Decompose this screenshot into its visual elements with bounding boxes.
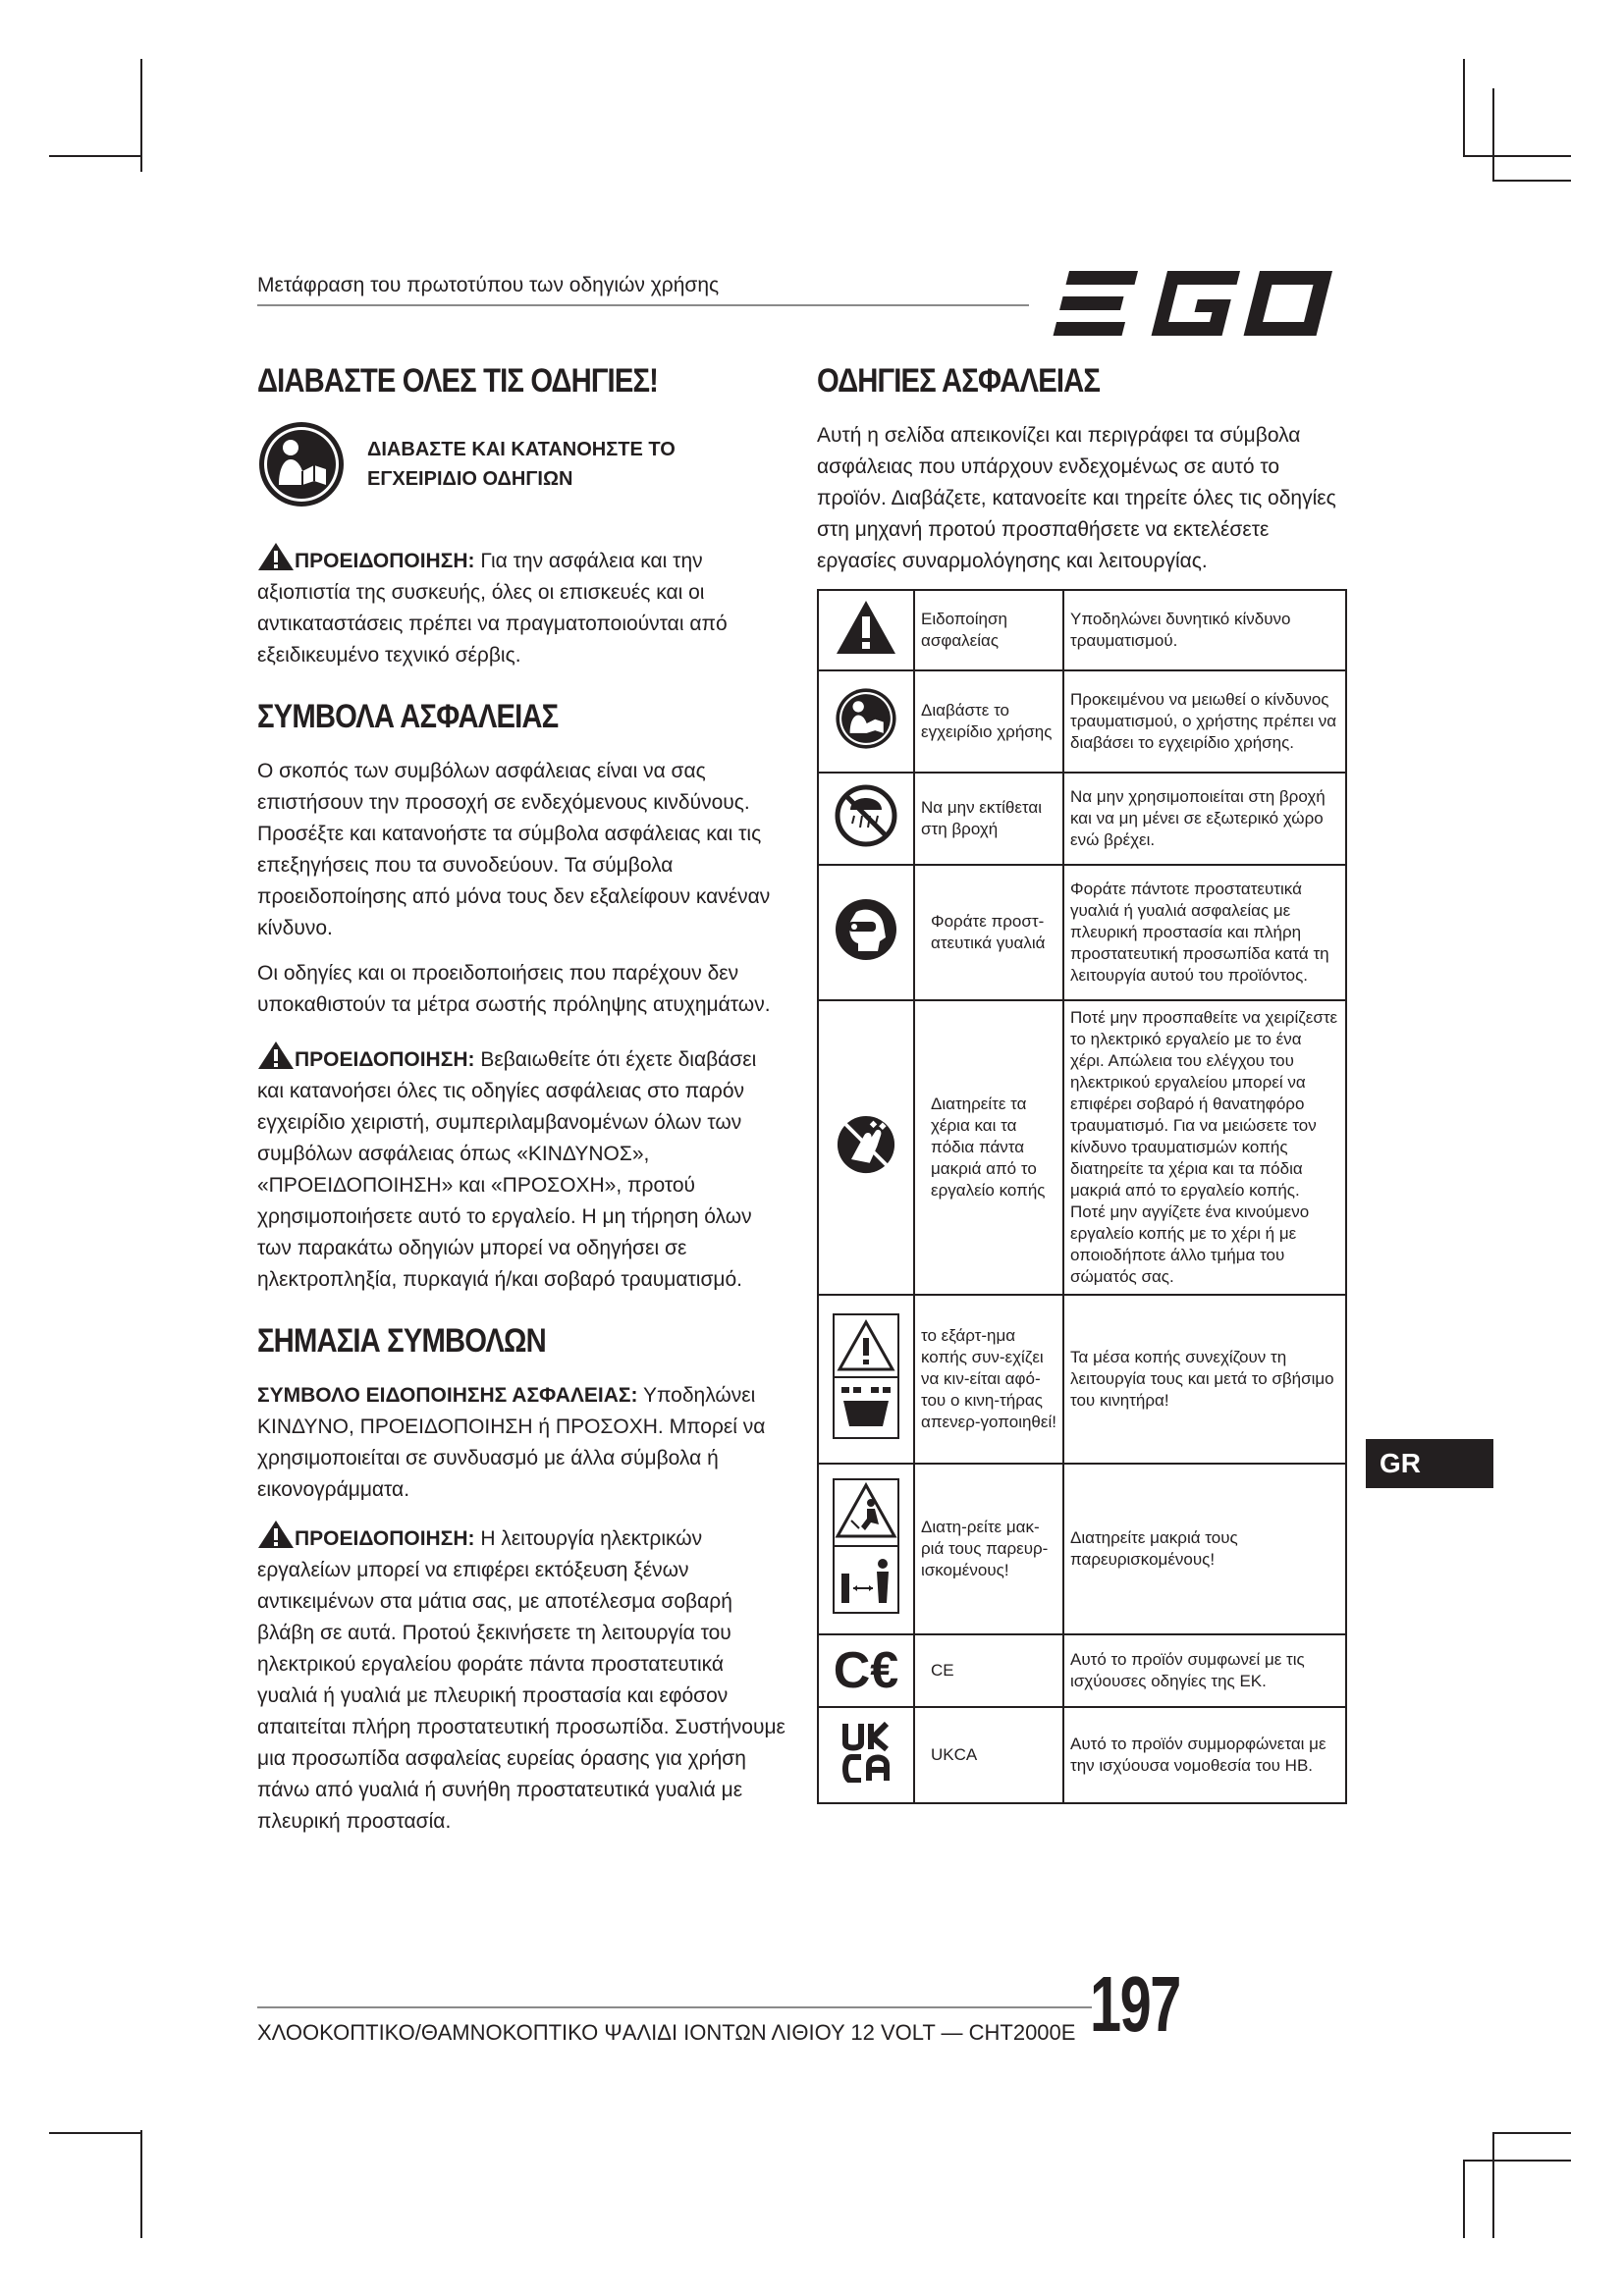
- crop-mark: [1492, 180, 1571, 182]
- symbol-icon-cell: [818, 773, 914, 865]
- page-number: 197: [1090, 1960, 1180, 2048]
- symbol-name: Να μην εκτίθεται στη βροχή: [914, 773, 1063, 865]
- ce-mark-icon: C€: [818, 1634, 914, 1707]
- crop-mark: [1463, 2160, 1571, 2162]
- symbol-icon-cell: [818, 1295, 914, 1464]
- read-manual-line2: ΕΓΧΕΙΡΙΔΙΟ ΟΔΗΓΙΩΝ: [367, 468, 573, 490]
- keep-bystanders-away-icon: [832, 1477, 900, 1615]
- crop-mark: [1492, 2132, 1571, 2134]
- symbol-icon-cell: [818, 1707, 914, 1803]
- symbol-description: Διατηρείτε μακριά τους παρευρισκομένους!: [1063, 1464, 1346, 1634]
- table-row: [818, 1707, 1346, 1803]
- symbol-icon-cell: [818, 1464, 914, 1634]
- symbol-description: Αυτό το προϊόν συμμορφώνεται με την ισχύουσα νομοθεσία του ΗΒ.: [1063, 1707, 1346, 1803]
- safety-intro-paragraph: Αυτή η σελίδα απεικονίζει και περιγράφει τα σύμβολα ασφάλειας που υπάρχουν ενδεχομένως σε αυτό το προϊόν. Διαβάζετε, κατανοείτε και τηρείτε όλες τις οδηγίες στη μηχανή προτού προσπαθήσετε να εκτελέσετε εργασίες συναρμολόγησης και λειτουργίας.: [817, 424, 1336, 572]
- warning-text: Η λειτουργία ηλεκτρικών εργαλείων μπορεί να επιφέρει εκτόξευση ξένων αντικειμένων στα μάτια σας, με αποτέλεσμα σοβαρή βλάβη σε αυτά. Προτού ξεκινήσετε τη λειτουργία του ηλεκτρικού εργαλείου φοράτε πάντα προστατευτικά γυαλιά ή γυαλιά με πλευρική προστασία και εφόσον απαιτείται πλήρη προστατευτική προσωπίδα. Συστήνουμε μια προσωπίδα ασφαλείας ευρείας όρασης για χρήση πάνω από γυαλιά ή συνήθη προστατευτικά γυαλιά με πλευρική προστασία.: [257, 1527, 785, 1833]
- table-row: [818, 1295, 1346, 1464]
- symbol-table: [817, 589, 1347, 1804]
- crop-mark: [1463, 59, 1465, 157]
- symbol-name: Διατηρείτε τα χέρια και τα πόδια πάντα μακριά από το εργαλείο κοπής: [914, 1000, 1063, 1295]
- read-manual-box: [257, 420, 787, 508]
- no-rain-icon: [835, 784, 897, 847]
- header-subtitle: Μετάφραση του πρωτοτύπου των οδηγιών χρήσης: [257, 274, 720, 296]
- alert-symbol-paragraph: [257, 1380, 787, 1506]
- warning-label: ΠΡΟΕΙΔΟΠΟΙΗΣΗ:: [295, 550, 475, 572]
- alert-symbol-label: ΣΥΜΒΟΛΟ ΕΙΔΟΠΟΙΗΣΗΣ ΑΣΦΑΛΕΙΑΣ:: [257, 1384, 638, 1407]
- crop-mark: [1492, 2132, 1494, 2238]
- symbol-description: Αυτό το προϊόν συμφωνεί με τις ισχύουσες οδηγίες της ΕΚ.: [1063, 1634, 1346, 1707]
- symbol-name: CE: [914, 1634, 1063, 1707]
- warning-label: ΠΡΟΕΙΔΟΠΟΙΗΣΗ:: [295, 1527, 475, 1550]
- section-title-safety-symbols: ΣΥΜΒΟΛΑ ΑΣΦΑΛΕΙΑΣ: [257, 698, 559, 735]
- symbol-name: Διαβάστε το εγχειρίδιο χρήσης: [914, 670, 1063, 773]
- blade-coasting-icon: [832, 1312, 900, 1440]
- symbol-name: Ειδοποίηση ασφαλείας: [914, 590, 1063, 670]
- symbol-description: Τα μέσα κοπής συνεχίζουν τη λειτουργία τους και μετά το σβήσιμο του κινητήρα!: [1063, 1295, 1346, 1464]
- alert-symbol-text: Υποδηλώνει ΚΙΝΔΥΝΟ, ΠΡΟΕΙΔΟΠΟΙΗΣΗ ή ΠΡΟΣΟΧΗ. Μπορεί να χρησιμοποιείται σε συνδυασμό με άλλα σύμβολα ή εικονογράμματα.: [257, 1384, 766, 1501]
- symbol-icon-cell: [818, 590, 914, 670]
- table-row: [818, 865, 1346, 1000]
- table-row: [818, 1634, 1346, 1707]
- read-manual-icon: [257, 420, 346, 508]
- header-rule: [257, 304, 1029, 306]
- warning-triangle-icon: [257, 542, 295, 571]
- warning-paragraph-3: [257, 1520, 787, 1838]
- symbol-description: Υποδηλώνει δυνητικό κίνδυνο τραυματισμού.: [1063, 590, 1346, 670]
- section-title-symbol-meaning: ΣΗΜΑΣΙΑ ΣΥΜΒΟΛΩΝ: [257, 1322, 546, 1360]
- table-row: [818, 773, 1346, 865]
- warning-label: ΠΡΟΕΙΔΟΠΟΙΗΣΗ:: [295, 1048, 475, 1071]
- symbol-description: Ποτέ μην προσπαθείτε να χειρίζεστε το ηλεκτρικό εργαλείο με το ένα χέρι. Απώλεια του ελέγχου του ηλεκτρικού εργαλείου μπορεί να επιφέρει σοβαρό ή θανατηφόρο τραυματισμό. Για να μειώσετε τον κίνδυνο τραυματισμών κοπής διατηρείτε τα χέρια και τα πόδια μακριά από το εργαλείο κοπής. Ποτέ μην αγγίζετε ένα κινούμενο εργαλείο κοπής με το χέρι ή με οποιοδήποτε άλλο τμήμα του σώματός σας.: [1063, 1000, 1346, 1295]
- keep-hands-away-icon: [837, 1115, 895, 1174]
- ego-logo: [1049, 267, 1348, 340]
- footer-rule: [257, 2006, 1092, 2008]
- symbol-description: Να μην χρησιμοποιείται στη βροχή και να μη μένει σε εξωτερικό χώρο ενώ βρέχει.: [1063, 773, 1346, 865]
- crop-mark: [140, 2130, 142, 2238]
- eye-protection-icon: [835, 898, 897, 961]
- crop-mark: [1492, 88, 1494, 182]
- symbol-icon-cell: [818, 670, 914, 773]
- warning-paragraph-2: [257, 1041, 787, 1296]
- table-row: [818, 670, 1346, 773]
- warning-triangle-icon: [257, 1041, 295, 1070]
- table-row: [818, 590, 1346, 670]
- language-tab: GR: [1366, 1439, 1493, 1488]
- symbol-name: Φοράτε προστ-ατευτικά γυαλιά: [914, 865, 1063, 1000]
- ukca-mark-icon: [839, 1722, 893, 1783]
- safety-symbols-paragraph: Ο σκοπός των συμβόλων ασφάλειας είναι να σας επιστήσουν την προσοχή σε ενδεχόμενους κινδύνους. Προσέξτε και κατανοήστε τα σύμβολα ασφάλειας και τις επεξηγήσεις που τα συνοδεύουν. Τα σύμβολα προειδοποίησης από μόνα τους δεν εξαλείφουν κανέναν κίνδυνο.: [257, 760, 771, 939]
- crop-mark: [49, 155, 142, 157]
- warning-triangle-icon: [835, 599, 897, 656]
- warning-paragraph-1: [257, 542, 787, 671]
- warning-text: Βεβαιωθείτε ότι έχετε διαβάσει και κατανοήσει όλες τις οδηγίες ασφάλειας στο παρόν εγχειρίδιο χειριστή, συμπεριλαμβανομένων όλων των συμβόλων ασφάλειας όπως «ΚΙΝΔΥΝΟΣ», «ΠΡΟΕΙΔΟΠΟΙΗΣΗ» και «ΠΡΟΣΟΧΗ», προτού χρησιμοποιήσετε αυτό το εργαλείο. Η μη τήρηση όλων των παρακάτω οδηγιών μπορεί να οδηγήσει σε ηλεκτροπληξία, πυρκαγιά ή/και σοβαρό τραυματισμό.: [257, 1048, 757, 1291]
- symbol-name: το εξάρτ-ημα κοπής συν-εχίζει να κιν-είται αφό-του ο κινη-τήρας απενερ-γοποιηθεί!: [914, 1295, 1063, 1464]
- table-row: [818, 1464, 1346, 1634]
- read-manual-line1: ΔΙΑΒΑΣΤΕ ΚΑΙ ΚΑΤΑΝΟΗΣΤΕ ΤΟ: [367, 439, 676, 460]
- symbol-name: UKCA: [914, 1707, 1063, 1803]
- symbol-icon-cell: [818, 1000, 914, 1295]
- crop-mark: [49, 2132, 142, 2134]
- symbol-icon-cell: [818, 865, 914, 1000]
- left-column: [257, 362, 787, 1851]
- instructions-paragraph: Οι οδηγίες και οι προειδοποιήσεις που παρέχουν δεν υποκαθιστούν τα μέτρα σωστής πρόληψης ατυχημάτων.: [257, 962, 771, 1016]
- section-title-read-instructions: ΔΙΑΒΑΣΤΕ ΟΛΕΣ ΤΙΣ ΟΔΗΓΙΕΣ!: [257, 362, 659, 400]
- symbol-description: Προκειμένου να μειωθεί ο κίνδυνος τραυματισμού, ο χρήστης πρέπει να διαβάσει το εγχειρίδιο χρήσης.: [1063, 670, 1346, 773]
- crop-mark: [1463, 2160, 1465, 2238]
- crop-mark: [1463, 155, 1571, 157]
- read-manual-icon: [835, 687, 897, 750]
- section-title-safety-instructions: ΟΔΗΓΙΕΣ ΑΣΦΑΛΕΙΑΣ: [817, 362, 1101, 400]
- warning-triangle-icon: [257, 1520, 295, 1549]
- table-row: [818, 1000, 1346, 1295]
- warning-text: Για την ασφάλεια και την αξιοπιστία της συσκευής, όλες οι επισκευές και οι αντικαταστάσεις πρέπει να πραγματοποιούνται από εξειδικευμένο τεχνικό σέρβις.: [257, 550, 728, 667]
- symbol-name: Διατη-ρείτε μακ-ριά τους παρευρ-ισκομένους!: [914, 1464, 1063, 1634]
- footer-title: ΧΛΟΟΚΟΠΤΙΚΟ/ΘΑΜΝΟΚΟΠΤΙΚΟ ΨΑΛΙΔΙ ΙΟΝΤΩΝ ΛΙΘΙΟΥ 12 VOLT — CHT2000E: [257, 2020, 1076, 2045]
- symbol-description: Φοράτε πάντοτε προστατευτικά γυαλιά ή γυαλιά ασφαλείας με πλευρική προστασία και πλήρη προστατευτική προσωπίδα κατά τη λειτουργία αυτού του προϊόντος.: [1063, 865, 1346, 1000]
- right-column: [817, 362, 1347, 591]
